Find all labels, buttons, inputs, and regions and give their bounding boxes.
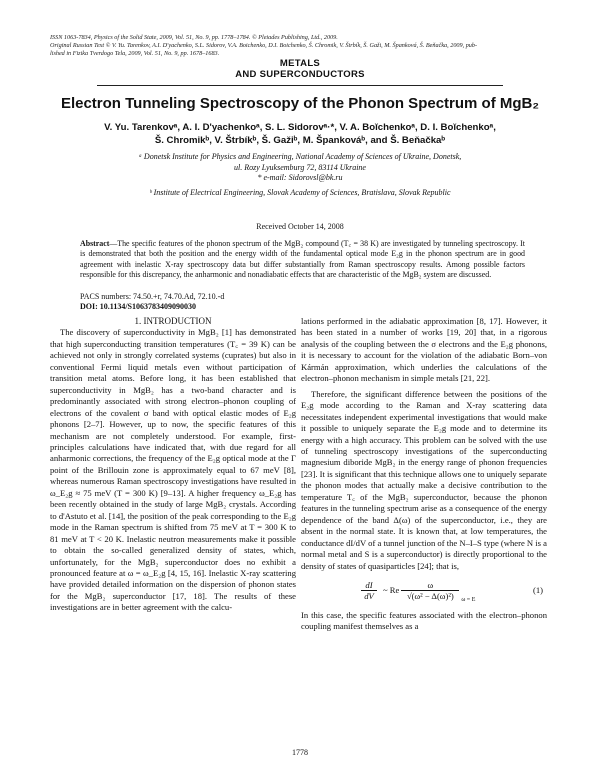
abstract-label: Abstract xyxy=(80,239,110,248)
equation-1 xyxy=(301,576,547,606)
doi: DOI: 10.1134/S1063783409090030 xyxy=(80,302,197,311)
equation-fraction xyxy=(401,580,459,601)
header-line-1: ISSN 1063-7834, Physics of the Solid State, 2009, Vol. 51, No. 9, pp. 1778–1784. © Pleiades Publishing, Ltd., 2009. xyxy=(50,34,338,41)
authors-line-2: Š. Chromikᵇ, V. Štrbíkᵇ, Š. Gažiᵇ, M. Špankováᵇ, and Š. Beňačkaᵇ xyxy=(154,135,446,146)
page-number: 1778 xyxy=(292,748,308,757)
equation-operator: ~ Re xyxy=(383,585,400,596)
equation-numerator: ω xyxy=(427,580,434,591)
intro-heading: 1. INTRODUCTION xyxy=(134,316,212,326)
right-paragraph-3: In this case, the specific features associated with the electron–phonon coupling manifest themselves as a xyxy=(301,609,547,632)
affiliation-b-line-1: ᵇ Institute of Electrical Engineering, Slovak Academy of Sciences, Bratislava, Slovak Republic xyxy=(149,188,451,197)
affiliation-a-line-1: ᵃ Donetsk Institute for Physics and Engineering, National Academy of Sciences of Ukraine, Donetsk, xyxy=(138,152,462,161)
right-paragraph-2: Therefore, the significant difference between the positions of the E₂g mode according to the Raman and X-ray scattering data necessitates independent experimental investigations that would make it possible to uniquely separate the E₂g mode and to determine its energy with a high accuracy. This problem can be solved with the use of tunneling spectroscopy investigations of the superconducting magnesium diboride MgB₂ in the energy range of phonon frequencies [23]. It is significant that this technique allows one to uniquely separate the phonon modes that actually make a decisive contribution to the temperature T꜀ of the MgB₂ superconductor, because the phonon features in the tunneling spectrum arise as a consequence of the energy dependence of the band Δ(ω) of the superconductor, i.e., they are absent in the normal state. It is known that, at low temperatures, the conductance dI/dV of a tunnel junction of the N–I–S type (where N is a normal metal and S is a superconductor) is directly proportional to the density of states of quasiparticles [24]; that is, xyxy=(301,388,547,571)
author-list xyxy=(40,121,560,147)
left-column xyxy=(50,316,296,614)
received-date: Received October 14, 2008 xyxy=(256,222,344,231)
equation-lhs xyxy=(361,580,377,601)
paper-title: Electron Tunneling Spectroscopy of the Phonon Spectrum of MgB₂ xyxy=(60,95,540,112)
header-line-2: Original Russian Text © V. Yu. Tarenkov, A.I. D'yachenko, S.L. Sidorov, V.A. Boichenko, D.I. Boichenko, Š. Chromik, V. Štrbík, Š. Gaži, M. Španková, Š. Beňačka, 2009, pub- xyxy=(50,42,478,50)
corresponding-email: * e-mail: Sidorovsl@bk.ru xyxy=(257,173,343,182)
abstract xyxy=(80,239,525,280)
affiliation-a xyxy=(40,152,560,184)
pacs-numbers: PACS numbers: 74.50.+r, 74.70.Ad, 72.10.-d xyxy=(80,292,225,301)
equation-lhs-numerator: dI xyxy=(365,580,373,591)
section-heading xyxy=(150,58,450,80)
right-column xyxy=(301,316,547,633)
affiliation-a-line-2: ul. Rozy Lyuksemburg 72, 83114 Ukraine xyxy=(234,162,366,172)
affiliation-b xyxy=(40,188,560,199)
header-line-3: lished in Fizika Tverdogo Tela, 2009, Vol. 51, No. 9, pp. 1678–1683. xyxy=(50,50,220,58)
section-rule xyxy=(97,85,503,86)
section-line-1: METALS xyxy=(279,58,321,69)
equation-lhs-denominator: dV xyxy=(364,591,374,602)
journal-header xyxy=(50,34,560,59)
section-line-2: AND SUPERCONDUCTORS xyxy=(235,69,365,80)
equation-denominator: √(ω² − Δ(ω)²) xyxy=(406,591,454,602)
abstract-text: —The specific features of the phonon spectrum of the MgB₂ compound (T꜀ = 38 K) are investigated by tunneling spectroscopy. It is demonstrated that both the position and the energy width of the fundamental optical mode E₂g in the phonon spectrum are in good agreement with inelastic X-ray spectroscopy data but differ substantially from Raman spectroscopy results. Among possible factors responsible for this discrepancy, the anharmonic and nonadiabatic effects that are characteristic of the MgB₂ system are discussed. xyxy=(80,239,525,279)
right-paragraph-1: lations performed in the adiabatic approximation [8, 17]. However, it has been stated in a number of works [19, 20] that, in a rigorous analysis of the coupling between the σ electrons and the E₂g phonons, it is necessary to account for the violation of the adiabatic Born–von Kármán approximation, which underlies the calculations of the electron–phonon mechanism in simple metals [21, 22]. xyxy=(301,316,547,384)
left-paragraph-1: The discovery of superconductivity in MgB₂ [1] has demonstrated that high superconducting transition temperatures (T꜀ = 39 K) can be achieved not only in strongly correlated systems (cuprates) but also in conventional Fermi liquid metals even without participation of transition metal atoms. Before long, it has been established that superconductivity in MgB₂ has a two-band character and is predominantly associated with strong electron–phonon coupling of electrons of the covalent σ band with optical elastic modes of E₂g phonons [2–7]. However, up to now, the specific features of this mechanism are not completely understood. For example, first-principles calculations have indicated that, with due regard for all anharmonic corrections, the frequency of the E₂g optical mode at the Γ point of the Brillouin zone is approximately equal to 67 meV [8], whereas numerous Raman spectroscopy investigations have resulted in ω_E₂g ≈ 75 meV (T = 300 K) [9–13]. A higher frequency ω_E₂g has been recently obtained in the study of large MgB₂ crystals. According to d'Astuto et al. [14], the position of the peak corresponding to the E₂g mode in the Raman spectrum is shifted from 75 meV at T = 300 K to 81 meV at T < 20 K. Inelastic neutron measurements make it possible to obtain the so-called generalized density of states, which, unfortunately, for the MgB₂ superconductor does no exhibit a pronounced feature at ω = ω_E₂g [4, 15, 16]. Inelastic X-ray scattering have provided detailed information on the dispersion of phonon states for the MgB₂ superconductor [17, 18]. The results of these investigations are in better agreement with the calcu- xyxy=(50,327,296,613)
authors-line-1: V. Yu. Tarenkovᵃ, A. I. D'yachenkoᵃ, S. L. Sidorovᵃ·*, V. A. Boĭchenkoᵃ, D. I. Boĭchenkoᵃ, xyxy=(104,122,496,133)
equation-subscript: ω = E xyxy=(461,596,476,603)
equation-number: (1) xyxy=(532,585,543,596)
